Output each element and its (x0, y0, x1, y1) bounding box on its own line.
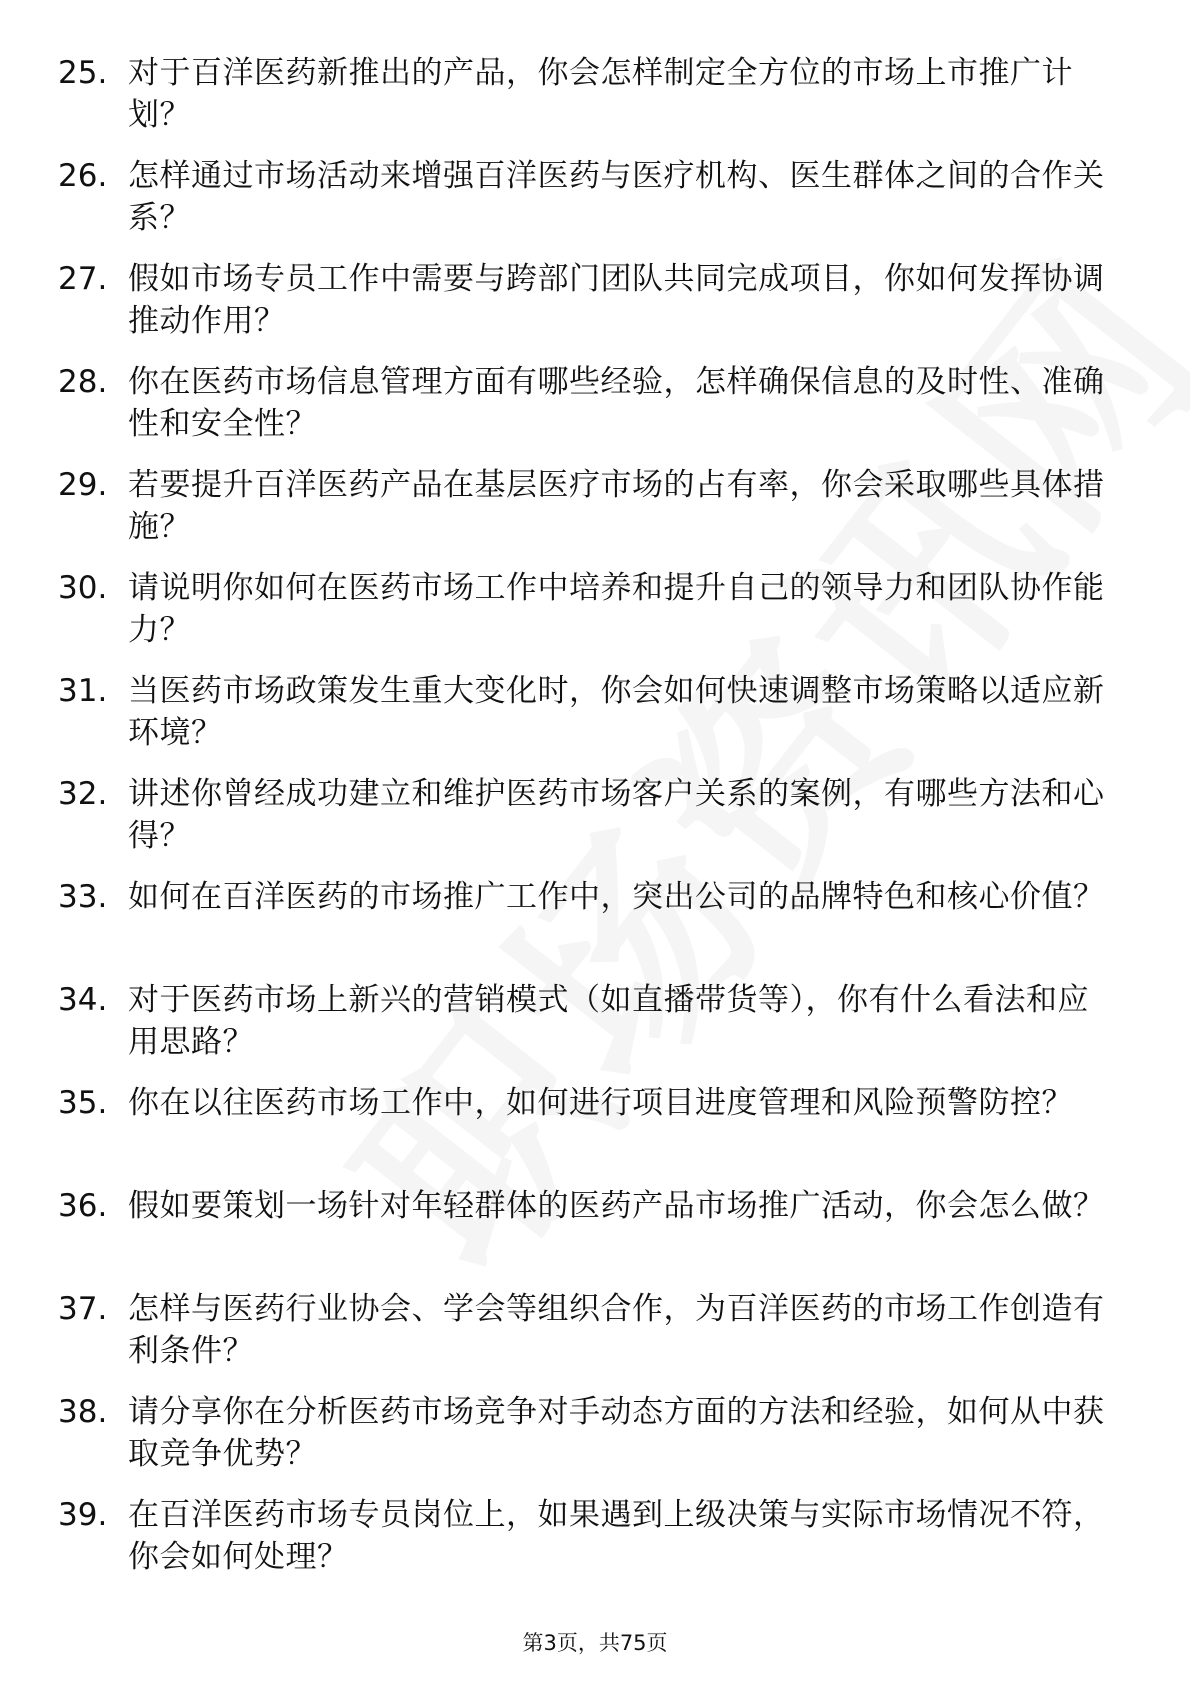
question-text: 你在医药市场信息管理方面有哪些经验，怎样确保信息的及时性、准确性和安全性？ (128, 364, 1105, 442)
question-text: 讲述你曾经成功建立和维护医药市场客户关系的案例，有哪些方法和心得？ (128, 776, 1105, 854)
question-number: 37. (58, 1291, 108, 1327)
question-number: 35. (58, 1085, 108, 1121)
question-text: 怎样与医药行业协会、学会等组织合作，为百洋医药的市场工作创造有利条件？ (128, 1291, 1105, 1369)
question-text: 在百洋医药市场专员岗位上，如果遇到上级决策与实际市场情况不符，你会如何处理？ (128, 1497, 1105, 1575)
question-number: 29. (58, 467, 108, 503)
question-number: 36. (58, 1188, 108, 1224)
question-text: 怎样通过市场活动来增强百洋医药与医疗机构、医生群体之间的合作关系？ (128, 158, 1105, 236)
question-text: 你在以往医药市场工作中，如何进行项目进度管理和风险预警防控？ (128, 1085, 1073, 1121)
question-text: 假如要策划一场针对年轻群体的医药产品市场推广活动，你会怎么做？ (128, 1188, 1105, 1224)
question-item (0, 567, 1190, 670)
question-item (0, 1185, 1190, 1288)
question-item (0, 876, 1190, 979)
question-item (0, 52, 1190, 155)
question-number: 27. (58, 261, 108, 297)
question-number: 30. (58, 570, 108, 606)
question-text: 请分享你在分析医药市场竞争对手动态方面的方法和经验，如何从中获取竞争优势？ (128, 1394, 1105, 1472)
question-item (0, 979, 1190, 1082)
question-number: 26. (58, 158, 108, 194)
question-list (0, 52, 1190, 1597)
question-text: 对于百洋医药新推出的产品，你会怎样制定全方位的市场上市推广计划？ (128, 55, 1073, 133)
question-number: 38. (58, 1394, 108, 1430)
question-item (0, 1288, 1190, 1391)
question-number: 32. (58, 776, 108, 812)
question-number: 25. (58, 55, 108, 91)
question-item (0, 773, 1190, 876)
question-item (0, 258, 1190, 361)
question-item (0, 155, 1190, 258)
question-item (0, 670, 1190, 773)
question-text: 请说明你如何在医药市场工作中培养和提升自己的领导力和团队协作能力？ (128, 570, 1105, 648)
question-text: 假如市场专员工作中需要与跨部门团队共同完成项目，你如何发挥协调推动作用？ (128, 261, 1105, 339)
question-text: 对于医药市场上新兴的营销模式（如直播带货等），你有什么看法和应用思路？ (128, 982, 1089, 1060)
question-number: 33. (58, 879, 108, 915)
question-text: 如何在百洋医药的市场推广工作中，突出公司的品牌特色和核心价值？ (128, 879, 1105, 915)
page-footer: 第3页，共75页 (522, 1631, 668, 1655)
question-text: 当医药市场政策发生重大变化时，你会如何快速调整市场策略以适应新环境？ (128, 673, 1105, 751)
question-number: 31. (58, 673, 108, 709)
question-item (0, 361, 1190, 464)
question-item (0, 1082, 1190, 1185)
question-item (0, 1391, 1190, 1494)
question-number: 28. (58, 364, 108, 400)
question-number: 34. (58, 982, 108, 1018)
question-number: 39. (58, 1497, 108, 1533)
question-text: 若要提升百洋医药产品在基层医疗市场的占有率，你会采取哪些具体措施？ (128, 467, 1105, 545)
question-item (0, 1494, 1190, 1597)
question-item (0, 464, 1190, 567)
